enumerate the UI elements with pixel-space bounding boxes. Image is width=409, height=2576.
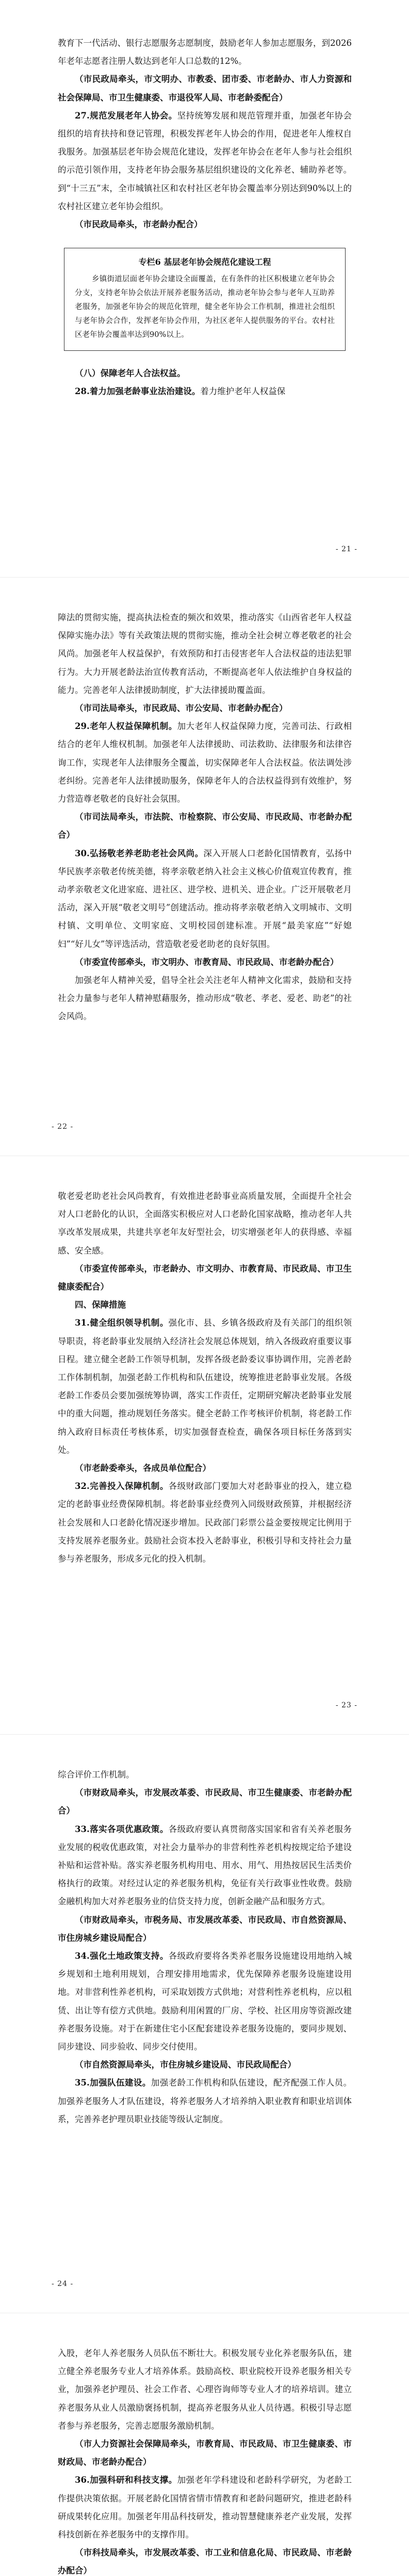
section-heading: 四、保障措施 <box>75 1300 126 1310</box>
paragraph: 加强老年人精神关爱，倡导全社会关注老年人精神文化需求，鼓励和支持社会力量参与老年人精神慰藉服务，推动形成“敬老、孝老、爱老、助老”的社会风尚。 <box>58 975 352 1022</box>
paragraph-bold: （市民政局牵头，市老龄办配合） <box>75 219 203 230</box>
page-2 <box>0 577 409 1156</box>
item-lead: 33.落实各项优惠政策。 <box>75 1824 169 1834</box>
paragraph <box>58 2074 352 2128</box>
paragraph: 综合评价工作机制。 <box>58 1770 135 1780</box>
item-lead: 29.老年人权益保障机制。 <box>75 721 177 732</box>
column-box-text: 乡镇街道层面老年协会建设全面覆盖，在有条件的社区积极建立老年协会分支，支持老年协会依法开展养老服务活动，推动老年协会参与老年人互助养老服务，加强老年协会的规范化管理，健全老年协会工作机制，推进社会组织与老年协会合作，发挥老年协会作用，为社区老年人提供服务的平台。农村社区老年协会覆盖率达到90%以上。 <box>75 275 335 340</box>
page-1-content <box>58 34 352 401</box>
paragraph-bold: （市老龄委牵头，各成员单位配合） <box>75 1463 211 1473</box>
paragraph-bold: （市财政局牵头，市税务局、市发展改革委、市民政局、市自然资源局、市住房城乡建设局配合） <box>58 1914 352 1943</box>
item-lead: 31.健全组织领导机制。 <box>75 1318 169 1328</box>
item-lead: 30.弘扬敬老养老助老社会风尚。 <box>75 848 204 858</box>
item-lead: 35.加强队伍建设。 <box>75 2078 151 2088</box>
paragraph-bold: （市人力资源社会保障局牵头，市教育局、市民政局、市卫生健康委、市财政局、市老龄办配合） <box>58 2439 352 2467</box>
page-1 <box>0 0 409 577</box>
page-2-content <box>58 608 352 1026</box>
page-5 <box>0 2313 409 2576</box>
paragraph <box>58 2471 352 2544</box>
item-lead: 28.着力加强老龄事业法治建设。 <box>75 386 201 397</box>
page-number: - 24 - <box>52 2280 74 2288</box>
paragraph-bold: （市委宣传部牵头，市文明办、市教育局、市民政局、市老龄办配合） <box>75 957 339 967</box>
paragraph-bold: （市司法局牵头，市民政局、市公安局、市老龄办配合） <box>75 703 288 714</box>
page-4 <box>0 1734 409 2313</box>
page-4-content <box>58 1766 352 2128</box>
paragraph-bold: （市委宣传部牵头，市老龄办、市文明办、市教育局、市民政局、市卫生健康委配合） <box>58 1263 352 1292</box>
page-3-content <box>58 1187 352 1568</box>
column-box-title: 专栏6 基层老年协会规范化建设工程 <box>138 257 271 267</box>
page-number: - 22 - <box>52 1123 74 1131</box>
item-text: 各级政府要将各类养老服务设施建设用地纳入城乡规划和土地利用规划，合理安排用地需求，优先保障养老服务设施建设用地。对非营利性养老机构，可采取划拨方式供地；对营利性养老机构，应以租赁、出让等有偿方式供地。鼓励利用闲置的厂房、学校、社区用房等资源改建养老服务设施。对于在新建住宅小区配套建设养老服务设施的，要同步规划、同步建设、同步验收、同步交付使用。 <box>58 1951 352 2052</box>
paragraph <box>58 717 352 808</box>
item-text: 加强老年学科建设和老龄科学研究，为老龄工作提供决策依据。开展老龄化国情省情市情教育和老龄问题研究，推进老龄科研成果转化应用。加强老年用品科技研发，推动智慧健康养老产业发展，发挥科技创新在养老服务中的支撑作用。 <box>58 2475 352 2540</box>
item-lead: 36.加强科研和科技支撑。 <box>75 2475 177 2485</box>
section-heading: （八）保障老年人合法权益。 <box>75 368 186 379</box>
item-text: 坚持统筹发展和规范管理并重，加强老年协会组织的培育扶持和登记管理，积极发挥老年人协会的作用，促进老年人维权自我服务。加强基层老年协会规范化建设，发挥老年协会在老年人参与社会组织的示范引领作用，支持老年协会服务基层组织建设的文化养老、辅助养老等。到“十三五”末，全市城镇社区和农村社区老年协会覆盖率分别达到90%以上的农村社区建立老年协会组织。 <box>58 110 352 211</box>
column-box <box>64 248 346 351</box>
paragraph <box>58 382 352 400</box>
item-text: 各级财政部门要加大对老龄事业的投入，建立稳定的老龄事业经费保障机制。将老龄事业经费列入同级财政预算，并根据经济社会发展和人口老龄化情况逐步增加。民政部门彩票公益金要按规定比例用于支持发展养老服务业。鼓励社会资本投入老龄事业，积极引导和支持社会力量参与养老服务，形成多元化的投入机制。 <box>58 1481 352 1564</box>
page-number: - 23 - <box>335 1701 357 1709</box>
paragraph-bold: （市科技局牵头，市发展改革委、市工业和信息化局、市民政局、市老龄办配合） <box>58 2548 352 2576</box>
page-3 <box>0 1156 409 1735</box>
item-text: 加大老年人权益保障力度，完善司法、行政相结合的老年人维权机制。加强老年人法律援助、司法救助、法律服务和法律咨询工作，实现老年人法律服务全覆盖，切实保障老年人合法权益。依法调处涉老纠纷。完善老年人法律援助服务，保障老年人的合法权益得到有效维护，努力营造尊老敬老的良好社会氛围。 <box>58 721 352 804</box>
paragraph <box>58 844 352 953</box>
item-text: 强化市、县、乡镇各级政府及有关部门的组织领导职责，将老龄事业发展纳入经济社会发展总体规划，纳入各级政府重要议事日程。建立健全老龄工作领导机制，发挥各级老龄委议事协调作用，完善老龄工作体制机制，加强老龄工作机构和队伍建设，统筹推进老龄事业发展。各级老龄工作委员会要加强统筹协调，落实工作责任，定期研究解决老龄事业发展中的重大问题，推动规划任务落实。健全老龄工作考核评价机制，将老龄工作纳入政府目标责任考核体系，切实加强督查检查，确保各项目标任务落到实处。 <box>58 1318 352 1455</box>
paragraph <box>58 1820 352 1911</box>
page-5-content <box>58 2344 352 2576</box>
item-lead: 27.规范发展老年人协会。 <box>75 110 177 121</box>
paragraph <box>58 1314 352 1459</box>
paragraph <box>58 1947 352 2056</box>
paragraph-bold: （市司法局牵头，市法院、市检察院、市公安局、市民政局、市老龄办配合） <box>58 812 352 840</box>
paragraph <box>58 1477 352 1568</box>
paragraph-bold: （市财政局牵头，市发展改革委、市民政局、市卫生健康委、市老龄办配合） <box>58 1788 352 1816</box>
paragraph: 敬老爱老助老社会风尚教育，有效推进老龄事业高质量发展，全面提升全社会对人口老龄化的认识，全面落实积极应对人口老龄化国家战略，推动老年人共享改革发展成果，共建共享老年友好型社会，切实增强老年人的获得感、幸福感、安全感。 <box>58 1191 352 1256</box>
paragraph-bold: （市民政局牵头，市文明办、市教委、团市委、市老龄办、市人力资源和社会保障局、市卫生健康委、市退役军人局、市老龄委配合） <box>58 74 352 103</box>
item-lead: 34.强化土地政策支持。 <box>75 1951 169 1961</box>
item-text: 着力维护老年人权益保 <box>200 386 286 397</box>
item-text: 加强老龄工作机构和队伍建设，配齐配强工作人员。加强养老服务人才队伍建设，将养老服务人才培养纳入职业教育和职业培训体系，完善养老护理员职业技能等级认定制度。 <box>58 2078 352 2124</box>
paragraph-bold: （市自然资源局牵头，市住房城乡建设局、市民政局配合） <box>75 2060 296 2070</box>
paragraph <box>58 107 352 215</box>
page-number: - 21 - <box>335 545 357 553</box>
item-text: 各级政府要认真贯彻落实国家和省有关养老服务业发展的税收优惠政策，对社会力量举办的非营利性养老机构按规定给予建设补贴和运营补贴。落实养老服务机构用电、用水、用气、用热按居民生活类价格执行的政策。对经过认定的养老服务机构，免征有关行政事业性收费。鼓励金融机构加大对养老服务业的信贷支持力度，创新金融产品和服务方式。 <box>58 1824 352 1907</box>
paragraph: 障法的贯彻实施，提高执法检查的频次和效果，推动落实《山西省老年人权益保障实施办法》等有关政策法规的贯彻实施，推动全社会树立尊老敬老的社会风尚。加强老年人权益保护，有效预防和打击侵害老年人合法权益的违法犯罪行为。大力开展老龄法治宣传教育活动，不断提高老年人依法维护自身权益的能力。完善老年人法律援助制度，扩大法律援助覆盖面。 <box>58 613 352 695</box>
paragraph: 入股，老年人养老服务人员队伍不断壮大。积极发展专业化养老服务队伍，建立健全养老服务专业人才培养体系。鼓励高校、职业院校开设养老服务相关专业，加强养老护理员、社会工作者、心理咨询师等专业人才的培养培训。建立养老服务从业人员激励褒扬机制，提高养老服务从业人员待遇。积极引导志愿者参与养老服务，完善志愿服务激励机制。 <box>58 2348 352 2431</box>
item-text: 深入开展人口老龄化国情教育，弘扬中华民族孝亲敬老传统美德，将孝亲敬老纳入社会主义核心价值观宣传教育，推动孝亲敬老文化进家庭、进社区、进学校、进机关、进企业。广泛开展敬老月活动，深入开展“敬老文明号”创建活动。推动将孝亲敬老纳入文明城市、文明村镇、文明单位、文明家庭、文明校园创建标准。开展“最美家庭”“好媳妇”“好儿女”等评选活动，营造敬老爱老助老的良好氛围。 <box>58 848 352 949</box>
item-lead: 32.完善投入保障机制。 <box>75 1481 169 1492</box>
paragraph: 教育下一代活动、银行志愿服务志愿制度，鼓励老年人参加志愿服务，到2026年老年志愿者注册人数达到老年人口总数的12%。 <box>58 38 352 66</box>
